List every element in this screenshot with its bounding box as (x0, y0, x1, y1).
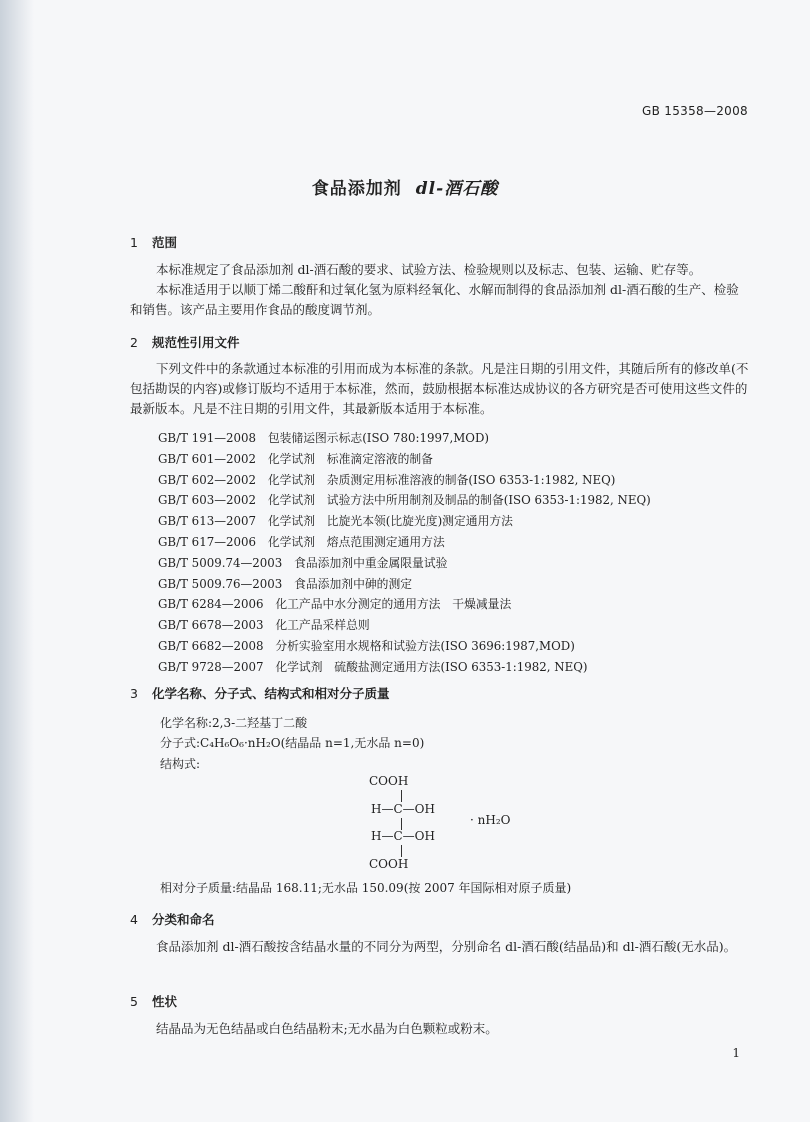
molecular-formula: 分子式:C₄H₆O₆·nH₂O(结晶品 n=1,无水品 n=0) (160, 736, 425, 750)
reference-item: GB/T 6284—2006 化工产品中水分测定的通用方法 干燥减量法 (158, 597, 512, 612)
reference-item: GB/T 601—2002 化学试剂 标准滴定溶液的制备 (158, 451, 433, 466)
section-number: 3 (130, 686, 138, 701)
reference-item: GB/T 6678—2003 化工产品采样总则 (158, 618, 370, 633)
struct-bottom-cooh: COOH (369, 857, 409, 871)
classification-paragraph: 食品添加剂 dl-酒石酸按含结晶水量的不同分为两型，分别命名 dl-酒石酸(结晶品)和 dl-酒石酸(无水品)。 (156, 939, 737, 954)
scope-paragraph-2: 本标准适用于以顺丁烯二酸酐和过氧化氢为原料经氧化、水解而制得的食品添加剂 dl-酒石酸的生产、检验和销售。该产品主要用作食品的酸度调节剂。 (130, 282, 739, 317)
section-title: 分类和命名 (152, 912, 215, 927)
reference-item: GB/T 613—2007 化学试剂 比旋光本领(比旋光度)测定通用方法 (158, 514, 513, 529)
reference-item: GB/T 6682—2008 分析实验室用水规格和试验方法(ISO 3696:1987,MOD) (158, 639, 575, 653)
section-title: 规范性引用文件 (152, 335, 240, 350)
section-title: 化学名称、分子式、结构式和相对分子质量 (152, 686, 390, 701)
reference-item: GB/T 603—2002 化学试剂 试验方法中所用制剂及制品的制备(ISO 6353-1:1982, NEQ) (158, 493, 651, 508)
section-title: 性状 (152, 994, 178, 1009)
reference-item: GB/T 9728—2007 化学试剂 硫酸盐测定通用方法(ISO 6353-1:1982, NEQ) (158, 659, 588, 674)
reference-item: GB/T 617—2006 化学试剂 熔点范围测定通用方法 (158, 535, 445, 549)
scope-paragraph-1: 本标准规定了食品添加剂 dl-酒石酸的要求、试验方法、检验规则以及标志、包装、运输、贮存等。 (156, 262, 702, 277)
section-number: 2 (130, 335, 138, 350)
reference-item: GB/T 602—2002 化学试剂 杂质测定用标准溶液的制备(ISO 6353-1:1982, NEQ) (158, 472, 616, 487)
document-title (0, 174, 810, 199)
section-4-heading (130, 910, 215, 928)
section-1-heading (130, 233, 177, 251)
struct-top-cooh: COOH (369, 774, 409, 788)
struct-water: · nH₂O (470, 813, 511, 827)
section-number: 4 (130, 912, 138, 927)
section-3-heading (130, 684, 390, 702)
standard-code: GB 15358—2008 (642, 104, 748, 118)
title-main: 食品添加剂 (311, 179, 402, 199)
struct-bond-1 (401, 790, 402, 802)
section-number: 5 (130, 994, 138, 1009)
section-2-heading (130, 333, 240, 351)
section-title: 范围 (152, 235, 178, 250)
molecular-mass: 相对分子质量:结晶品 168.11;无水品 150.09(按 2007 年国际相对原子质量) (160, 881, 572, 895)
properties-paragraph: 结晶品为无色结晶或白色结晶粉末;无水晶为白色颗粒或粉末。 (156, 1021, 498, 1036)
reference-item: GB/T 5009.74—2003 食品添加剂中重金属限量试验 (158, 555, 448, 570)
section-number: 1 (130, 235, 138, 250)
title-italic: dl-酒石酸 (415, 179, 499, 199)
chemical-name: 化学名称:2,3-二羟基丁二酸 (160, 716, 308, 730)
structure-label: 结构式: (160, 757, 201, 771)
reference-item: GB/T 191—2008 包装储运图示标志(ISO 780:1997,MOD) (158, 431, 490, 445)
struct-row-2: H—C—OH (371, 829, 435, 843)
section-5-heading (130, 992, 177, 1010)
normative-intro: 下列文件中的条款通过本标准的引用而成为本标准的条款。凡是注日期的引用文件，其随后所有的修改单(不包括勘误的内容)或修订版均不适用于本标准，然而，鼓励根据本标准达成协议的各方研究是否可使用这些文件的最新版本。凡是不注日期的引用文件，其最新版本适用于本标准。 (130, 361, 749, 416)
struct-bond-3 (401, 845, 402, 857)
page-number: 1 (732, 1046, 740, 1060)
struct-row-1: H—C—OH (371, 802, 435, 816)
reference-item: GB/T 5009.76—2003 食品添加剂中砷的测定 (158, 576, 413, 591)
